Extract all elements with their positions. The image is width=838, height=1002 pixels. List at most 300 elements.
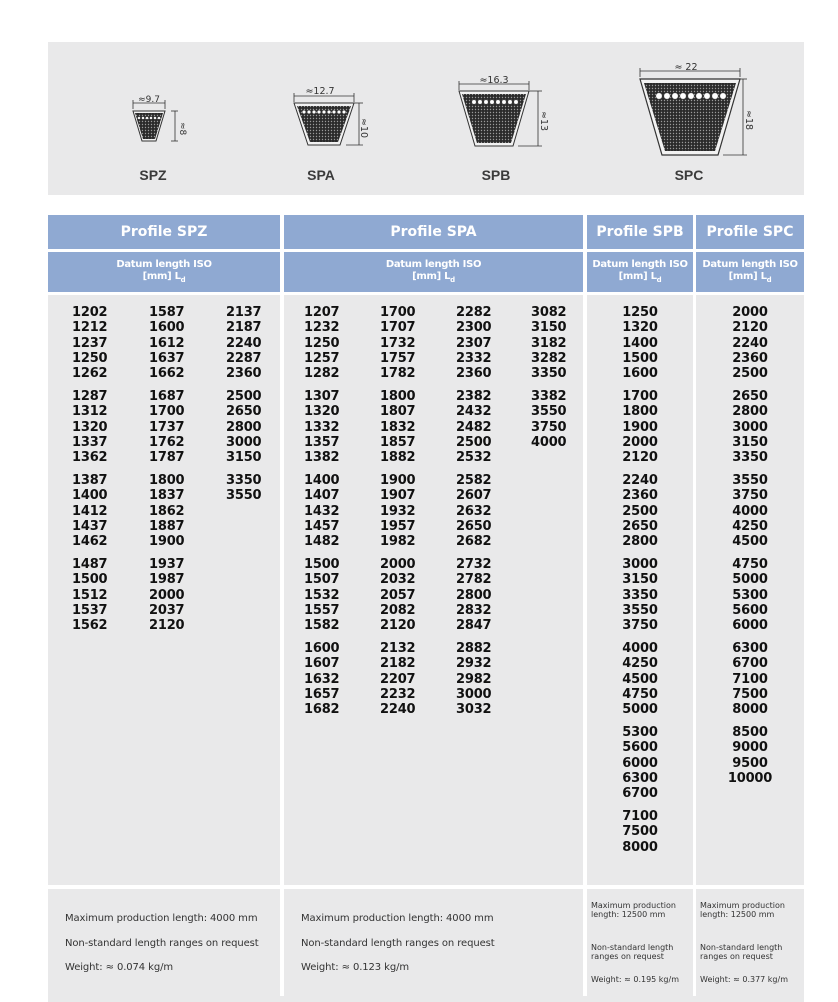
weight-note: Weight: ≈ 0.123 kg/m [301,962,410,973]
length-group [72,389,107,465]
datum-length-value: 3082 [531,305,567,320]
profile-spz-lengths [48,295,280,885]
weight-note: Weight: ≈ 0.074 kg/m [65,962,174,973]
datum-length-value: 1282 [304,366,340,382]
datum-length-value: 2360 [226,366,262,382]
weight-note: Weight: ≈ 0.195 kg/m [591,975,679,984]
datum-length-value: 7100 [622,808,658,824]
datum-length-value: 2800 [456,587,492,603]
datum-length-value: 1457 [304,518,340,534]
length-group [72,305,107,381]
datum-length-value: 5000 [732,572,768,588]
datum-length-value: 3282 [531,350,567,366]
datum-length-value: 2800 [226,419,262,435]
length-group [72,473,107,549]
datum-length-value: 1800 [380,388,416,404]
profile-spa-lengths [284,295,583,885]
datum-length-value: 2137 [226,305,262,320]
datum-length-value: 3550 [531,404,567,420]
datum-length-value: 4500 [732,534,768,550]
max-production-length: Maximum production length: 12500 mm [700,901,785,919]
datum-length-value: 1500 [72,572,108,588]
profile-spb-notes [587,889,693,999]
datum-length-value: 7500 [732,686,768,702]
datum-length-value: 1612 [149,335,185,351]
datum-length-value: 2532 [456,450,492,466]
datum-length-value: 1312 [72,404,108,420]
datum-length-value: 5600 [732,602,768,618]
profile-spz-header: Profile SPZ [48,215,280,249]
length-group [380,305,415,381]
datum-length-unit: [mm] $L_d$ [618,270,662,284]
datum-length-value: 2182 [380,656,416,672]
datum-length-value: 1700 [380,305,416,320]
length-group [531,305,566,381]
profile-spa-subheader [284,252,583,292]
datum-length-value: 2500 [226,388,262,404]
spz-width-label: ≈9.7 [138,95,160,105]
length-group [696,305,804,381]
spc-belt-section [640,68,747,155]
datum-length-value: 3150 [531,320,567,336]
datum-length-value: 1700 [622,388,658,404]
length-group [226,389,261,465]
datum-length-value: 1250 [622,305,658,320]
datum-length-value: 2282 [456,305,492,320]
datum-length-value: 1307 [304,388,340,404]
datum-length-value: 2882 [456,640,492,656]
datum-length-value: 1400 [304,472,340,488]
datum-length-value: 3550 [226,488,262,504]
spa-belt-label: SPA [307,167,335,183]
length-list [696,305,804,794]
datum-length-value: 1987 [149,572,185,588]
datum-length-value: 2120 [380,618,416,634]
datum-length-value: 5300 [732,587,768,603]
datum-length-value: 8000 [732,702,768,718]
datum-length-value: 6700 [732,656,768,672]
datum-length-value: 1262 [72,366,108,382]
length-group [149,305,184,381]
profile-spz-notes [48,889,280,999]
length-group [304,557,339,633]
profile-spc-lengths [696,295,804,885]
datum-length-value: 2382 [456,388,492,404]
length-list [531,305,566,458]
datum-length-value: 2732 [456,556,492,572]
datum-length-value: 1937 [149,556,185,572]
datum-length-value: 2800 [732,404,768,420]
length-group [304,641,339,717]
datum-length-value: 2482 [456,419,492,435]
profile-spb-subheader [587,252,693,292]
datum-length-value: 2332 [456,350,492,366]
datum-length-value: 6000 [622,755,658,771]
datum-length-value: 3182 [531,335,567,351]
datum-length-value: 2207 [380,671,416,687]
datum-length-value: 1757 [380,350,416,366]
datum-length-value: 1637 [149,350,185,366]
datum-length-value: 5300 [622,724,658,740]
length-group [587,725,693,801]
datum-length-value: 1462 [72,534,108,550]
spc-height-label: ≈18 [743,110,754,131]
datum-length-value: 2847 [456,618,492,634]
length-group [696,389,804,465]
profile-spb-lengths [587,295,693,885]
datum-length-label: Datum length ISO [385,258,482,270]
datum-length-value: 5600 [622,740,658,756]
length-group [456,557,491,633]
datum-length-value: 1800 [149,472,185,488]
datum-length-value: 4500 [622,671,658,687]
profile-spa-column [284,215,583,999]
datum-length-value: 1682 [304,702,340,718]
length-group [380,557,415,633]
datum-length-value: 1400 [622,335,658,351]
datum-length-value: 3550 [732,472,768,488]
spc-belt-label: SPC [674,167,704,183]
datum-length-value: 2240 [732,335,768,351]
length-group [587,473,693,549]
profile-spz-column [48,215,280,999]
datum-length-value: 2360 [622,488,658,504]
datum-length-value: 6300 [732,640,768,656]
datum-length-value: 4000 [732,503,768,519]
datum-length-value: 5000 [622,702,658,718]
length-list [226,305,261,511]
datum-length-value: 1587 [149,305,185,320]
datum-length-value: 2500 [622,503,658,519]
length-group [304,389,339,465]
datum-length-value: 1432 [304,503,340,519]
datum-length-value: 2782 [456,572,492,588]
datum-length-value: 2240 [380,702,416,718]
datum-length-value: 1557 [304,602,340,618]
datum-length-value: 8000 [622,839,658,855]
datum-length-value: 1387 [72,472,108,488]
length-group [587,809,693,855]
length-group [226,473,261,504]
spa-height-label: ≈10 [358,118,369,139]
datum-length-value: 2000 [622,434,658,450]
datum-length-label: Datum length ISO [702,258,798,270]
length-group [587,557,693,633]
datum-length-value: 2000 [732,305,768,320]
datum-length-value: 1600 [304,640,340,656]
datum-length-value: 1900 [380,472,416,488]
bottom-divider [48,996,804,1002]
datum-length-value: 1782 [380,366,416,382]
datum-length-value: 1900 [149,534,185,550]
datum-length-value: 1357 [304,434,340,450]
datum-length-value: 2650 [622,518,658,534]
datum-length-value: 1232 [304,320,340,336]
datum-length-value: 2360 [732,350,768,366]
datum-length-value: 1212 [72,320,108,336]
datum-length-value: 2682 [456,534,492,550]
datum-length-value: 1657 [304,686,340,702]
datum-length-value: 9500 [732,755,768,771]
spz-height-label: ≈8 [177,122,187,136]
length-group [456,473,491,549]
length-group [149,389,184,465]
datum-length-value: 2582 [456,472,492,488]
datum-length-value: 1887 [149,518,185,534]
datum-length-value: 10000 [727,770,773,786]
datum-length-value: 3000 [732,419,768,435]
datum-length-value: 3032 [456,702,492,718]
datum-length-value: 4250 [622,656,658,672]
datum-length-value: 4000 [622,640,658,656]
datum-length-value: 3382 [531,388,567,404]
datum-length-value: 3150 [732,434,768,450]
datum-length-value: 1482 [304,534,340,550]
spa-belt-section [294,93,363,145]
length-group [149,473,184,549]
length-group [226,305,261,381]
datum-length-value: 6700 [622,786,658,802]
datum-length-value: 1320 [304,404,340,420]
datum-length-value: 1732 [380,335,416,351]
datum-length-value: 1837 [149,488,185,504]
datum-length-value: 1487 [72,556,108,572]
spb-belt-section [459,81,542,146]
datum-length-value: 1562 [72,618,108,634]
datum-length-value: 2650 [226,404,262,420]
length-group [456,305,491,381]
datum-length-value: 3350 [531,366,567,382]
datum-length-value: 1400 [72,488,108,504]
datum-length-value: 2187 [226,320,262,336]
datum-length-unit: [mm] $L_d$ [412,270,455,284]
length-group [304,473,339,549]
datum-length-value: 6300 [622,770,658,786]
datum-length-value: 2082 [380,602,416,618]
datum-length-value: 2000 [149,587,185,603]
profile-spa-notes [284,889,583,999]
datum-length-value: 3350 [622,587,658,603]
length-group [587,389,693,465]
spb-height-label: ≈13 [538,111,549,132]
datum-length-value: 1907 [380,488,416,504]
datum-length-value: 1600 [149,320,185,336]
datum-length-value: 2120 [732,320,768,336]
datum-length-value: 1700 [149,404,185,420]
length-group [696,473,804,549]
datum-length-value: 2037 [149,602,185,618]
length-list [149,305,184,641]
spc-width-label: ≈ 22 [674,62,698,73]
datum-length-value: 1507 [304,572,340,588]
datum-length-value: 1407 [304,488,340,504]
datum-length-value: 2632 [456,503,492,519]
max-production-length: Maximum production length: 4000 mm [301,913,494,924]
datum-length-value: 2932 [456,656,492,672]
datum-length-value: 3550 [622,602,658,618]
datum-length-value: 4250 [732,518,768,534]
datum-length-value: 6000 [732,618,768,634]
datum-length-value: 3000 [622,556,658,572]
datum-length-value: 3750 [622,618,658,634]
datum-length-value: 2132 [380,640,416,656]
datum-length-value: 1607 [304,656,340,672]
datum-length-value: 2300 [456,320,492,336]
spa-width-label: ≈12.7 [305,86,335,97]
profile-spb-column [587,215,693,999]
datum-length-label: Datum length ISO [116,258,212,270]
profile-spa-header: Profile SPA [284,215,583,249]
spz-belt-section [133,100,178,141]
datum-length-value: 2432 [456,404,492,420]
datum-length-value: 1857 [380,434,416,450]
datum-length-value: 1207 [304,305,340,320]
datum-length-value: 1982 [380,534,416,550]
datum-length-value: 2307 [456,335,492,351]
datum-length-value: 3000 [456,686,492,702]
datum-length-value: 8500 [732,724,768,740]
datum-length-value: 1512 [72,587,108,603]
datum-length-value: 2287 [226,350,262,366]
datum-length-value: 2982 [456,671,492,687]
length-list [72,305,107,641]
length-list [380,305,415,725]
max-production-length: Maximum production length: 4000 mm [65,913,258,924]
datum-length-value: 2032 [380,572,416,588]
length-group [456,389,491,465]
datum-length-value: 2500 [456,434,492,450]
profile-spc-subheader [696,252,804,292]
datum-length-value: 1237 [72,335,108,351]
datum-length-value: 1250 [72,350,108,366]
datum-length-value: 3750 [732,488,768,504]
non-standard-note: Non-standard length ranges on request [700,943,783,961]
length-group [380,389,415,465]
profile-spz-subheader [48,252,280,292]
datum-length-value: 3000 [226,434,262,450]
datum-length-value: 1582 [304,618,340,634]
datum-length-value: 1250 [304,335,340,351]
datum-length-value: 1500 [622,350,658,366]
datum-length-unit: [mm] $L_d$ [728,270,772,284]
datum-length-value: 1632 [304,671,340,687]
datum-length-value: 4750 [622,686,658,702]
datum-length-value: 1762 [149,434,185,450]
profile-spb-header: Profile SPB [587,215,693,249]
length-group [456,641,491,717]
datum-length-value: 1362 [72,450,108,466]
datum-length-value: 2832 [456,602,492,618]
datum-length-value: 2650 [732,388,768,404]
non-standard-note: Non-standard length ranges on request [65,938,259,949]
length-group [380,641,415,717]
datum-length-value: 1332 [304,419,340,435]
datum-length-value: 4000 [531,434,567,450]
length-group [380,473,415,549]
datum-length-value: 2500 [732,366,768,382]
datum-length-value: 2000 [380,556,416,572]
length-list [456,305,491,725]
datum-length-value: 2057 [380,587,416,603]
length-group [696,557,804,633]
max-production-length: Maximum production length: 12500 mm [591,901,676,919]
datum-length-value: 2120 [149,618,185,634]
datum-length-value: 1807 [380,404,416,420]
datum-length-value: 1202 [72,305,108,320]
datum-length-value: 2240 [622,472,658,488]
datum-length-value: 1862 [149,503,185,519]
datum-length-value: 3750 [531,419,567,435]
datum-length-value: 1500 [304,556,340,572]
datum-length-value: 1882 [380,450,416,466]
length-list [587,305,693,862]
datum-length-value: 2607 [456,488,492,504]
datum-length-value: 1537 [72,602,108,618]
datum-length-value: 2650 [456,518,492,534]
datum-length-value: 2800 [622,534,658,550]
length-group [72,557,107,633]
datum-length-value: 3150 [622,572,658,588]
datum-length-value: 1707 [380,320,416,336]
datum-length-value: 3150 [226,450,262,466]
length-list [304,305,339,725]
datum-length-value: 1957 [380,518,416,534]
length-group [696,725,804,786]
datum-length-unit: [mm] $L_d$ [142,270,186,284]
datum-length-value: 1832 [380,419,416,435]
datum-length-value: 2120 [622,450,658,466]
spb-belt-label: SPB [481,167,511,183]
length-group [587,641,693,717]
datum-length-value: 1900 [622,419,658,435]
non-standard-note: Non-standard length ranges on request [591,943,674,961]
datum-length-value: 9000 [732,740,768,756]
datum-length-value: 1320 [622,320,658,336]
length-group [587,305,693,381]
datum-length-value: 1437 [72,518,108,534]
datum-length-value: 1800 [622,404,658,420]
datum-length-value: 1257 [304,350,340,366]
datum-length-value: 1412 [72,503,108,519]
datum-length-value: 3350 [226,472,262,488]
profile-spc-header: Profile SPC [696,215,804,249]
spz-belt-label: SPZ [139,167,167,183]
datum-length-value: 7100 [732,671,768,687]
datum-length-value: 1382 [304,450,340,466]
datum-length-label: Datum length ISO [592,258,688,270]
profile-spc-notes [696,889,804,999]
datum-length-value: 2232 [380,686,416,702]
datum-length-value: 1600 [622,366,658,382]
datum-length-value: 1337 [72,434,108,450]
datum-length-value: 1737 [149,419,185,435]
non-standard-note: Non-standard length ranges on request [301,938,495,949]
datum-length-value: 1532 [304,587,340,603]
length-group [149,557,184,633]
datum-length-value: 7500 [622,824,658,840]
datum-length-value: 1320 [72,419,108,435]
datum-length-value: 1687 [149,388,185,404]
length-group [304,305,339,381]
profile-spc-column [696,215,804,999]
length-group [696,641,804,717]
weight-note: Weight: ≈ 0.377 kg/m [700,975,788,984]
datum-length-value: 1787 [149,450,185,466]
datum-length-value: 2240 [226,335,262,351]
datum-length-value: 4750 [732,556,768,572]
spb-width-label: ≈16.3 [479,75,509,86]
length-group [531,389,566,450]
